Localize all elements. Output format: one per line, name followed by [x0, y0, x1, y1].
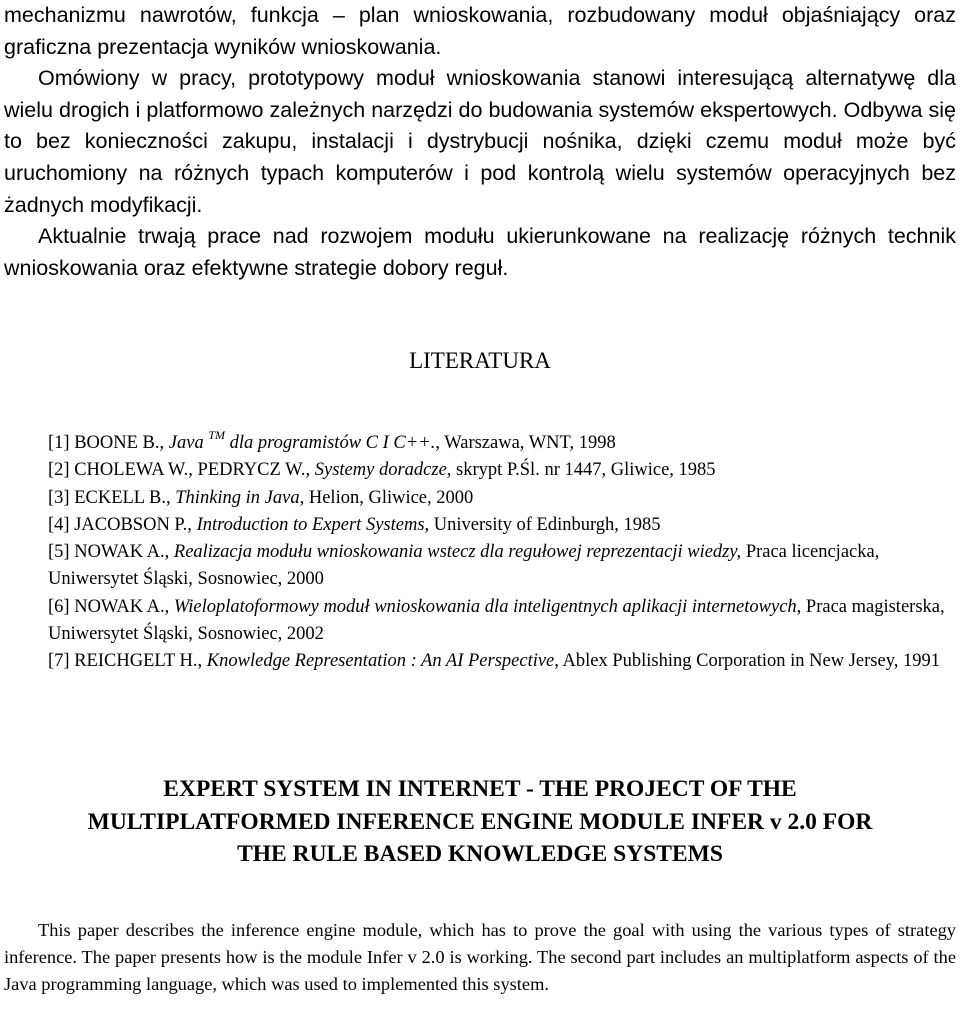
reference-author: BOONE B., — [69, 433, 169, 453]
polish-body-text — [4, 0, 956, 284]
paragraph-3: Aktualnie trwają prace nad rozwojem modułu ukierunkowane na realizację różnych technik wnioskowania oraz efektywne strategie dobory reguł. — [4, 224, 956, 280]
reference-item — [48, 430, 948, 457]
paragraph-1: mechanizmu nawrotów, funkcja – plan wnioskowania, rozbudowany moduł objaśniający oraz graficzna prezentacja wyników wnioskowania. — [4, 3, 956, 59]
reference-number: [6] — [48, 596, 70, 617]
reference-details: , Warszawa, WNT, 1998 — [435, 433, 616, 453]
reference-author: REICHGELT H., — [69, 651, 207, 672]
english-title-line-3: THE RULE BASED KNOWLEDGE SYSTEMS — [237, 841, 723, 867]
reference-number: [3] — [48, 487, 70, 508]
reference-item — [48, 539, 948, 594]
reference-title: Realizacja modułu wnioskowania wstecz dla regułowej reprezentacji wiedzy, — [173, 542, 742, 563]
reference-item — [48, 648, 948, 675]
english-abstract: This paper describes the inference engine module, which has to prove the goal with using the various types of strategy inference. The paper presents how is the module Infer v 2.0 is working. The second part includes an multiplatform aspects of the Java programming language, which was used to implemented this system. — [4, 920, 956, 995]
reference-number: [5] — [48, 542, 70, 563]
reference-details: Helion, Gliwice, 2000 — [304, 487, 474, 508]
reference-title-cont: dla programistów C I C++. — [225, 433, 436, 453]
reference-number: [7] — [48, 651, 70, 672]
reference-list — [48, 430, 948, 676]
reference-item — [48, 457, 948, 484]
reference-details: Praca magisterska, Uniwersytet Śląski, Sosnowiec, 2002 — [48, 596, 945, 645]
literature-heading: LITERATURA — [409, 348, 551, 373]
reference-details: University of Edinburgh, 1985 — [429, 514, 661, 535]
reference-author: NOWAK A., — [69, 596, 174, 617]
reference-details: skrypt P.Śl. nr 1447, Gliwice, 1985 — [451, 460, 716, 481]
reference-title: Java — [168, 433, 209, 453]
reference-number: [1] — [48, 433, 70, 453]
reference-details: Ablex Publishing Corporation in New Jersey, 1991 — [558, 651, 941, 672]
english-title — [0, 773, 960, 871]
reference-item — [48, 485, 948, 512]
trademark-mark: TM — [208, 428, 225, 442]
reference-title: Thinking in Java, — [175, 487, 305, 508]
reference-title: Wieloplatoformowy moduł wnioskowania dla inteligentnych aplikacji internetowych, — [173, 596, 802, 617]
reference-title: Systemy doradcze, — [314, 460, 452, 481]
reference-title: Introduction to Expert Systems, — [196, 514, 430, 535]
reference-details: Praca licencjacka, Uniwersytet Śląski, Sosnowiec, 2000 — [48, 542, 880, 590]
reference-author: JACOBSON P., — [69, 514, 197, 535]
paragraph-2: Omówiony w pracy, prototypowy moduł wnioskowania stanowi interesującą alternatywę dla wielu drogich i platformowo zależnych narzędzi do budowania systemów ekspertowych. Odbywa się to bez konieczności zakupu, instalacji i dystrybucji nośnika, dzięki czemu moduł może być uruchomiony na różnych typach komputerów i pod kontrolą wielu systemów operacyjnych bez żadnych modyfikacji. — [4, 66, 956, 217]
reference-author: CHOLEWA W., PEDRYCZ W., — [69, 460, 315, 481]
english-title-line-2: MULTIPLATFORMED INFERENCE ENGINE MODULE INFER v 2.0 FOR — [87, 808, 873, 835]
reference-number: [4] — [48, 514, 70, 535]
reference-number: [2] — [48, 460, 70, 481]
reference-author: NOWAK A., — [69, 542, 174, 563]
reference-item — [48, 512, 948, 539]
english-title-line-1: EXPERT SYSTEM IN INTERNET - THE PROJECT OF THE — [163, 776, 797, 802]
reference-title: Knowledge Representation : An AI Perspective, — [206, 651, 559, 672]
reference-item — [48, 594, 948, 649]
reference-author: ECKELL B., — [69, 487, 176, 508]
